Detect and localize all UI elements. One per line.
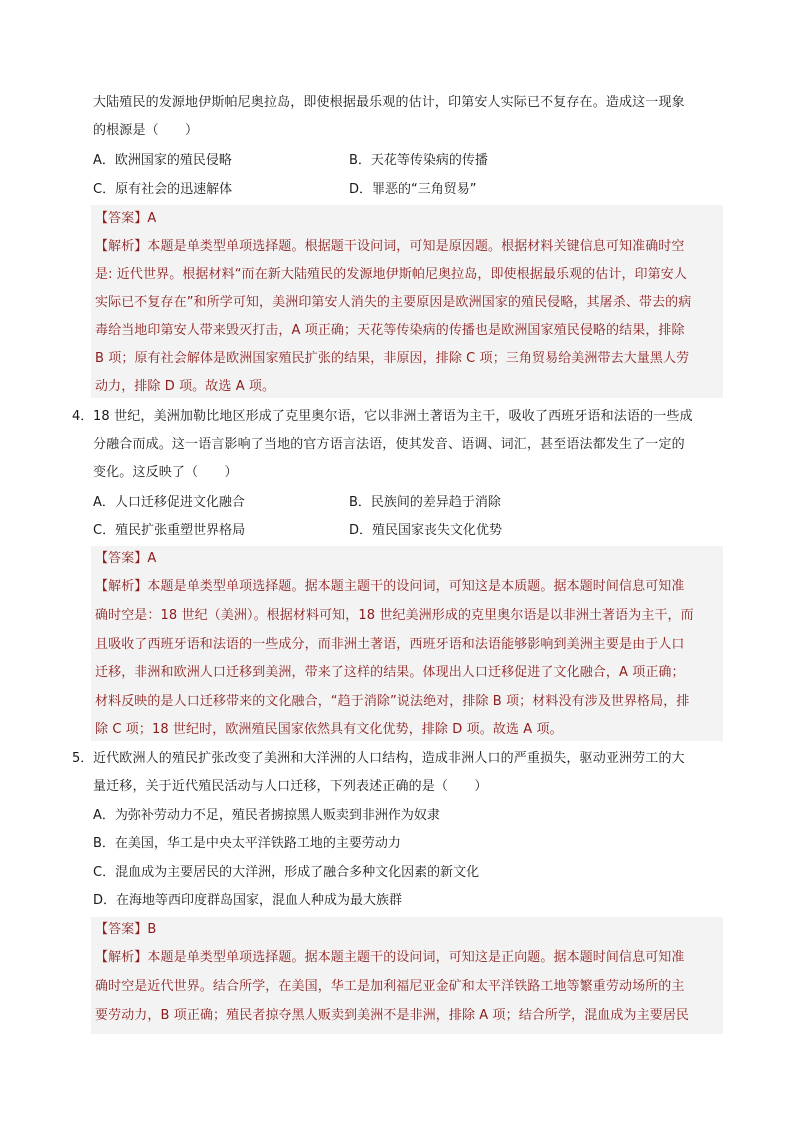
q5-analysis-line-2: 确时空是近代世界。结合所学，在美国，华工是加利福尼亚金矿和太平洋铁路工地等繁重劳动场所的主: [95, 979, 685, 994]
q4-analysis-line-4: 迁移，非洲和欧洲人口迁移到美洲，带来了这样的结果。体现出人口迁移促进了文化融合，A 项正确；: [95, 665, 685, 680]
q4-analysis-line-6: 除 C 项；18 世纪时，欧洲殖民国家依然具有文化优势，排除 D 项。故选 A 项。: [95, 722, 563, 737]
q3-option-c: C．原有社会的迅速解体: [93, 182, 233, 197]
q4-answer: 【答案】A: [95, 551, 157, 566]
q4-stem-line-3: 变化。这反映了（ ）: [93, 465, 238, 480]
q5-analysis-line-3: 要劳动力，B 项正确；殖民者掠夺黑人贩卖到美洲不是非洲，排除 A 项；结合所学，混血成为主要居民: [95, 1008, 690, 1023]
q5-option-a: A．为弥补劳动力不足，殖民者掳掠黑人贩卖到非洲作为奴隶: [93, 808, 440, 823]
q3-stem-line-1: 大陆殖民的发源地伊斯帕尼奥拉岛，即使根据最乐观的估计，印第安人实际已不复存在。造成这一现象: [93, 95, 685, 110]
q4-number: 4．: [72, 409, 94, 424]
q5-stem-line-1: 近代欧洲人的殖民扩张改变了美洲和大洋洲的人口结构，造成非洲人口的严重损失，驱动亚洲劳工的大: [93, 751, 685, 766]
q4-stem-line-1: 18 世纪，美洲加勒比地区形成了克里奥尔语，它以非洲土著语为主干，吸收了西班牙语和法语的一些成: [93, 409, 693, 424]
q4-option-d: D．殖民国家丧失文化优势: [349, 523, 503, 538]
q3-analysis-line-5: B 项；原有社会解体是欧洲国家殖民扩张的结果，非原因，排除 C 项；三角贸易给美洲带去大量黑人劳: [95, 351, 690, 366]
q4-analysis-line-1: 【解析】本题是单类型单项选择题。据本题主题干的设问词，可知这是本质题。据本题时间信息可知准: [95, 579, 685, 594]
q4-option-b: B．民族间的差异趋于消除: [349, 495, 501, 510]
q4-stem-line-2: 分融合而成。这一语言影响了当地的官方语言法语，使其发音、语调、词汇，甚至语法都发生了一定的: [93, 437, 685, 452]
q4-analysis-line-5: 材料反映的是人口迁移带来的文化融合，“趋于消除”说法绝对，排除 B 项；材料没有涉及世界格局，排: [95, 694, 690, 709]
q3-analysis-line-4: 毒给当地印第安人带来毁灭打击，A 项正确；天花等传染病的传播也是欧洲国家殖民侵略的结果，排除: [95, 323, 685, 338]
q5-analysis-line-1: 【解析】本题是单类型单项选择题。据本题主题干的设问词，可知这是正向题。据本题时间信息可知准: [95, 950, 685, 965]
q3-analysis-line-1: 【解析】本题是单类型单项选择题。根据题干设问词，可知是原因题。根据材料关键信息可知准确时空: [95, 239, 685, 254]
q4-option-a: A．人口迁移促进文化融合: [93, 495, 245, 510]
q5-stem-line-2: 量迁移，关于近代殖民活动与人口迁移，下列表述正确的是（ ）: [93, 779, 488, 794]
q4-analysis-line-2: 确时空是：18 世纪（美洲）。根据材料可知，18 世纪美洲形成的克里奥尔语是以非洲土著语为主干，而: [95, 608, 694, 623]
q5-option-c: C．混血成为主要居民的大洋洲，形成了融合多种文化因素的新文化: [93, 865, 480, 880]
q5-option-d: D．在海地等西印度群岛国家，混血人种成为最大族群: [93, 893, 403, 908]
q3-stem-line-2: 的根源是（ ）: [93, 123, 199, 138]
q3-analysis-line-6: 动力，排除 D 项。故选 A 项。: [95, 379, 276, 394]
q4-analysis-line-3: 且吸收了西班牙语和法语的一些成分，而非洲土著语，西班牙语和法语能够影响到美洲主要是由于人口: [95, 637, 685, 652]
q3-option-a: A．欧洲国家的殖民侵略: [93, 153, 232, 168]
q5-option-b: B．在美国，华工是中央太平洋铁路工地的主要劳动力: [93, 836, 401, 851]
q3-analysis-line-2: 是: 近代世界。根据材料“而在新大陆殖民的发源地伊斯帕尼奥拉岛，即使根据最乐观的估计，印第安人: [95, 267, 687, 282]
q5-number: 5．: [72, 751, 94, 766]
q3-option-b: B．天花等传染病的传播: [349, 153, 488, 168]
q4-option-c: C．殖民扩张重塑世界格局: [93, 523, 246, 538]
q3-answer: 【答案】A: [95, 211, 157, 226]
q5-answer: 【答案】B: [95, 922, 157, 937]
q3-analysis-line-3: 实际已不复存在”和所学可知，美洲印第安人消失的主要原因是欧洲国家的殖民侵略，其屠杀、带去的病: [95, 295, 692, 310]
q3-option-d: D．罪恶的“三角贸易”: [349, 182, 477, 197]
